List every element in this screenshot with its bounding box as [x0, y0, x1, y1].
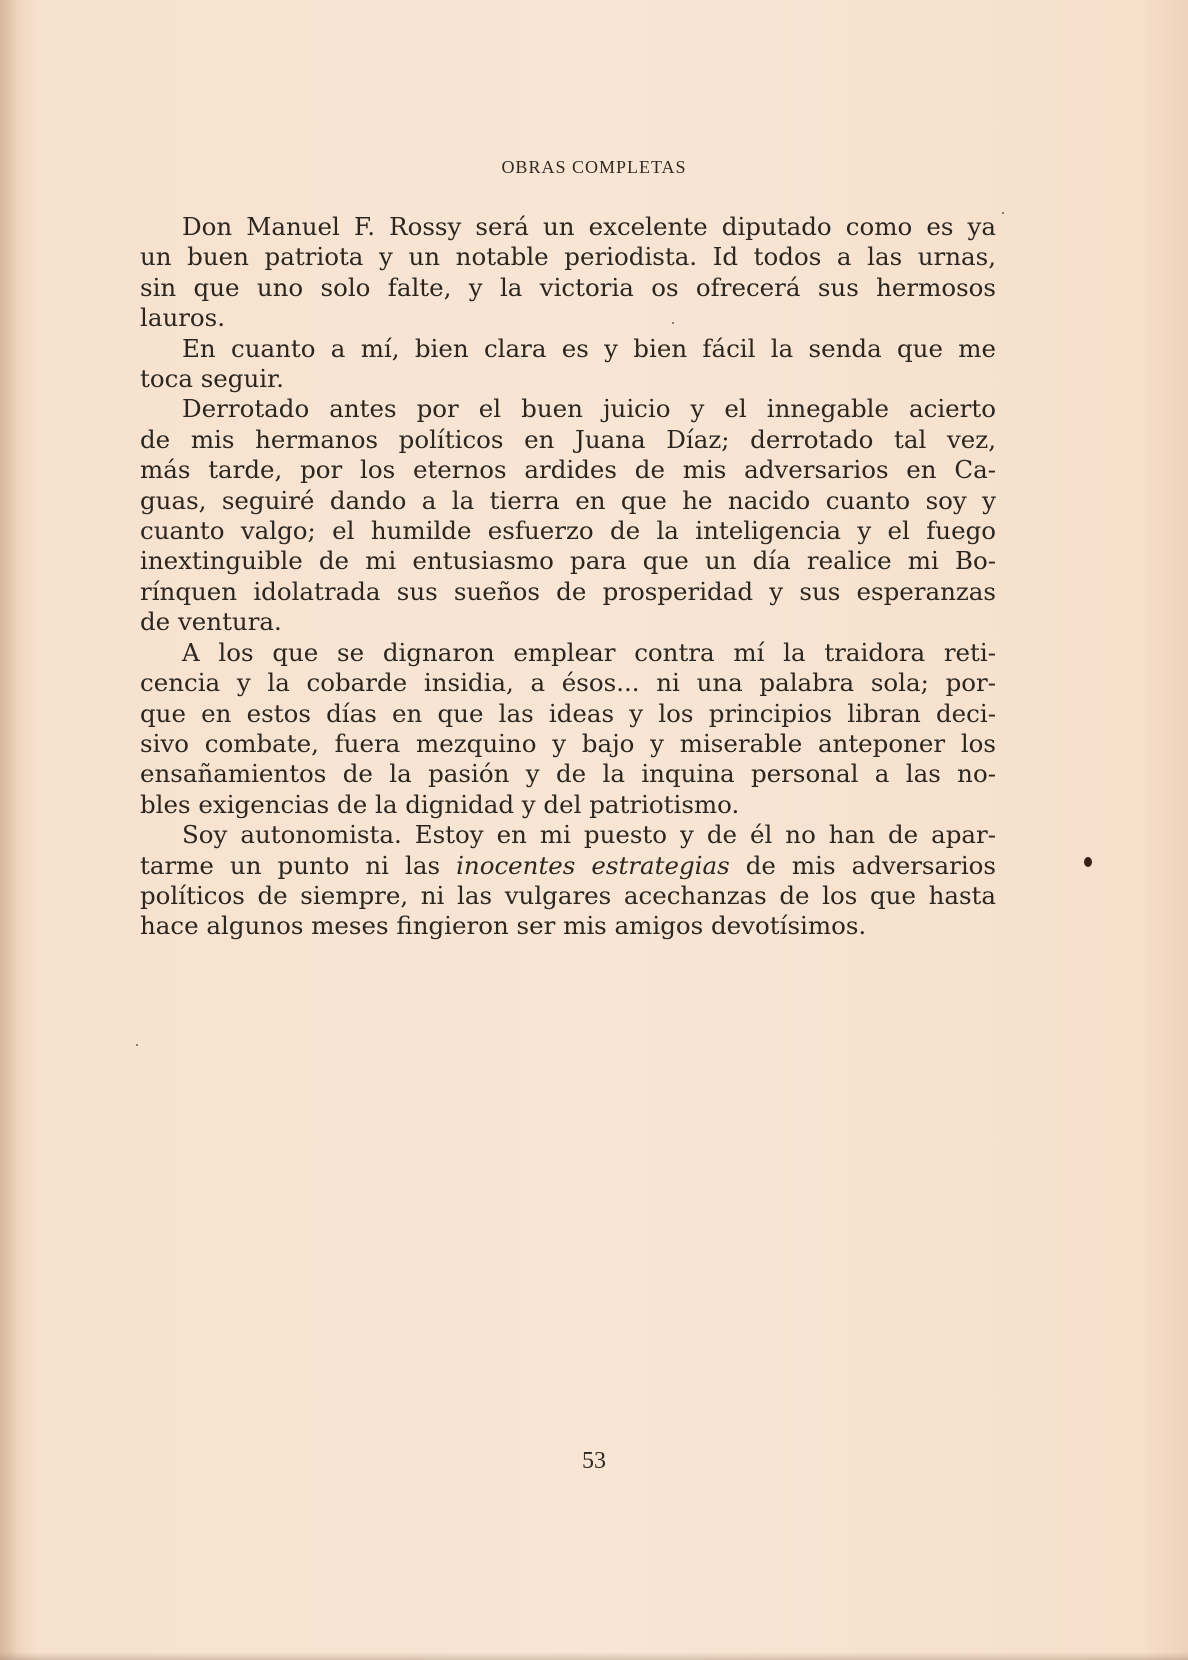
text-line: de mis hermanos políticos en Juana Díaz; derrotado tal vez,	[140, 424, 996, 454]
text-line-with-italic	[140, 851, 996, 881]
text-line: inextinguible de mi entusiasmo para que un día realice mi Bo-	[140, 546, 996, 576]
page-bottom-shadow	[0, 1652, 1188, 1660]
ink-speck	[1002, 212, 1004, 214]
text-line: En cuanto a mí, bien clara es y bien fácil la senda que me	[182, 333, 996, 363]
text-line: sin que uno solo falte, y la victoria os ofrecerá sus hermosos	[140, 272, 996, 302]
text-line: que en estos días en que las ideas y los principios libran deci-	[140, 698, 996, 728]
text-line: cencia y la cobarde insidia, a ésos... ni una palabra sola; por-	[140, 668, 996, 698]
text-line: ensañamientos de la pasión y de la inquina personal a las no-	[140, 759, 996, 789]
paragraph-3	[140, 394, 996, 637]
text-line: más tarde, por los eternos ardides de mis adversarios en Ca-	[140, 455, 996, 485]
page-edge-shadow	[0, 0, 18, 1660]
text-line: toca seguir.	[140, 364, 284, 394]
page-number: 53	[582, 1448, 606, 1474]
text-line: hace algunos meses fingieron ser mis amigos devotísimos.	[140, 911, 867, 941]
text-line: Derrotado antes por el buen juicio y el innegable acierto	[182, 394, 996, 424]
text-line: cuanto valgo; el humilde esfuerzo de la inteligencia y el fuego	[140, 516, 996, 546]
text-line: un buen patriota y un notable periodista. Id todos a las urnas,	[140, 242, 996, 272]
paragraph-2	[140, 334, 996, 395]
ink-speck	[136, 1044, 138, 1046]
text-line: políticos de siempre, ni las vulgares acechanzas de los que hasta	[140, 880, 996, 910]
text-run: de mis adversarios	[729, 850, 996, 880]
text-line: de ventura.	[140, 607, 282, 637]
text-line: lauros.	[140, 303, 226, 333]
text-run: tarme un punto ni las	[140, 850, 457, 880]
body-text	[140, 212, 996, 942]
ink-speck	[672, 322, 674, 324]
text-line: rínquen idolatrada sus sueños de prosperidad y sus esperanzas	[140, 576, 996, 606]
paragraph-4	[140, 638, 996, 820]
text-line: guas, seguiré dando a la tierra en que he nacido cuanto soy y	[140, 485, 996, 515]
ink-speck	[1084, 857, 1092, 867]
text-line: bles exigencias de la dignidad y del patriotismo.	[140, 789, 740, 819]
text-line: sivo combate, fuera mezquino y bajo y miserable anteponer los	[140, 728, 996, 758]
text-line: A los que se dignaron emplear contra mí la traidora reti-	[182, 637, 996, 667]
paragraph-5	[140, 820, 996, 942]
italic-phrase: inocentes estrategias	[456, 850, 730, 880]
text-line: Don Manuel F. Rossy será un excelente diputado como es ya	[182, 212, 996, 241]
paragraph-1	[140, 212, 996, 334]
text-line: Soy autonomista. Estoy en mi puesto y de él no han de apar-	[182, 820, 996, 850]
running-title: OBRAS COMPLETAS	[501, 157, 687, 177]
